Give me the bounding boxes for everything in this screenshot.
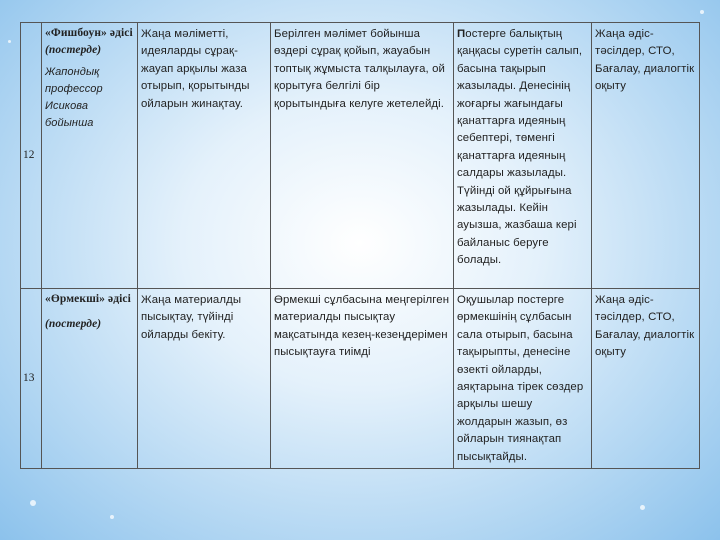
method-mode: (постерде) [45, 318, 102, 330]
task-cell: Жаңа мәліметті, идеяларды сұрақ-жауап арқылы жаза отырып, қорытынды ойларын жинақтау. [138, 23, 271, 289]
teacher-action-cell: Өрмекші сұлбасына меңгерілген материалды пысықтау мақсатында кезең-кезеңдерімен пысықтауға тиімді [271, 289, 454, 469]
row-number: 12 [21, 23, 42, 289]
background-sparkle [8, 40, 11, 43]
drop-initial: П [457, 28, 466, 40]
method-name: «Фишбоун» әдісі [45, 27, 133, 39]
method-mode: (постерде) [45, 44, 102, 56]
background-sparkle [640, 505, 645, 510]
task-cell: Жаңа материалды пысықтау, түйінді ойларды бекіту. [138, 289, 271, 469]
table-row [21, 23, 700, 289]
assessment-cell: Жаңа әдіс-тәсілдер, СТО, Бағалау, диалогтік оқыту [592, 23, 700, 289]
method-note: Жапондық профессор Исикова бойынша [45, 66, 103, 129]
background-sparkle [30, 500, 36, 506]
student-action-cell [454, 23, 592, 289]
background-sparkle [700, 10, 704, 14]
teacher-action-cell: Берілген мәлімет бойынша өздері сұрақ қойып, жауабын топтық жұмыста талқылауға, ой қорытуға белгілі бір қорытындыға келуге жетелейді. [271, 23, 454, 289]
method-name: «Өрмекші» әдісі [45, 293, 131, 305]
table-row [21, 289, 700, 469]
student-action-cell: Оқушылар постерге өрмекшінің сұлбасын сала отырып, басына тақырыпты, денесіне өзекті ойларды, аяқтарына тірек сөздер арқылы шешу жолдарын жазып, өз ойларын тиянақтап пысықтайды. [454, 289, 592, 469]
method-cell [42, 23, 138, 289]
row-number: 13 [21, 289, 42, 469]
lesson-plan-table [20, 22, 700, 469]
background-sparkle [110, 515, 114, 519]
method-cell [42, 289, 138, 469]
assessment-cell: Жаңа әдіс-тәсілдер, СТО, Бағалау, диалогтік оқыту [592, 289, 700, 469]
student-action-text: остерге балықтың қаңқасы суретін салып, басына тақырып жазылады. Денесінің жоғарғы жағындағы қанаттарға идеяның себептері, төменгі қанаттарға идеяның салдары жазылады. Түйінді ой құйрығына жазылады. Кейін ауызша, жазбаша кері байланыс беруге болады. [457, 28, 583, 267]
